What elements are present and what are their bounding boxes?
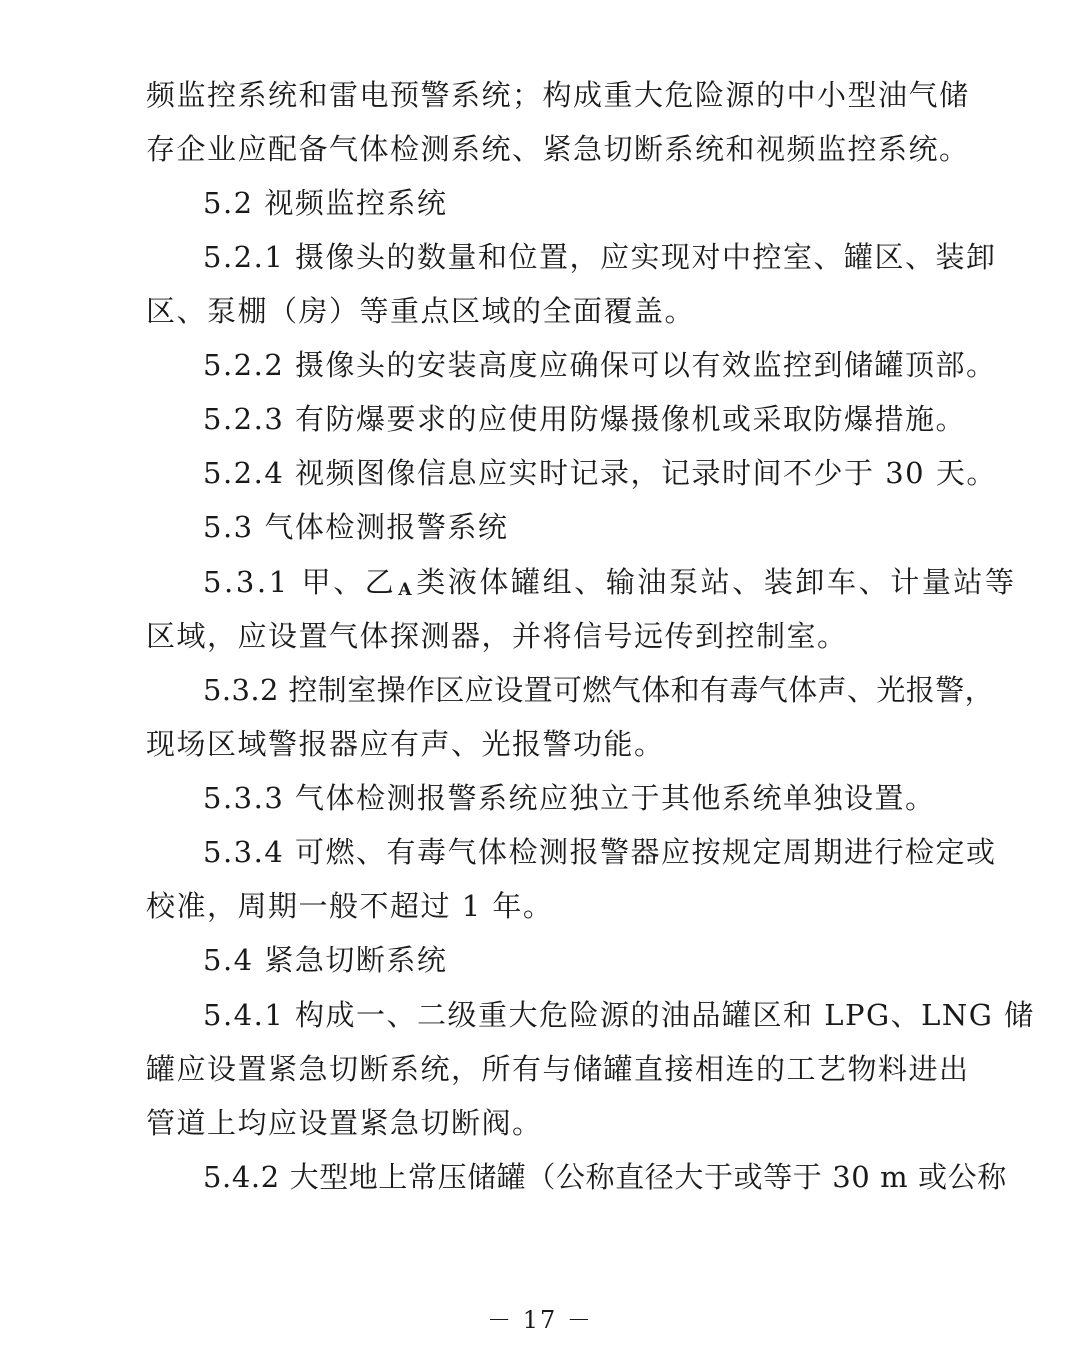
page-number: － 17 － xyxy=(487,1306,593,1334)
text-segment: 5.3.1 甲、乙 xyxy=(203,565,397,599)
text-line: 5.3.3 气体检测报警系统应独立于其他系统单独设置。 xyxy=(203,781,936,815)
section-heading: 5.2 视频监控系统 xyxy=(203,186,448,220)
text-line: 5.4.2 大型地上常压储罐（公称直径大于或等于 30 m 或公称 xyxy=(203,1160,1007,1194)
text-line: 5.3.2 控制室操作区应设置可燃气体和有毒气体声、光报警， xyxy=(203,673,995,707)
text-line: 5.2.4 视频图像信息应实时记录，记录时间不少于 30 天。 xyxy=(203,456,997,490)
text-line: 校准，周期一般不超过 1 年。 xyxy=(146,889,554,923)
text-line: 5.2.3 有防爆要求的应使用防爆摄像机或采取防爆措施。 xyxy=(203,402,967,436)
subscript: A xyxy=(398,580,415,600)
text-line: 5.3.4 可燃、有毒气体检测报警器应按规定周期进行检定或 xyxy=(203,835,997,869)
text-line: 区域，应设置气体探测器，并将信号远传到控制室。 xyxy=(146,619,848,653)
section-heading: 5.3 气体检测报警系统 xyxy=(203,510,509,544)
text-segment: 类液体罐组、输油泵站、装卸车、计量站等 xyxy=(416,565,1017,599)
section-heading: 5.4 紧急切断系统 xyxy=(203,943,448,977)
text-line: 罐应设置紧急切断系统，所有与储罐直接相连的工艺物料进出 xyxy=(146,1052,970,1086)
text-line xyxy=(203,555,1017,610)
text-line: 现场区域警报器应有声、光报警功能。 xyxy=(146,727,665,761)
text-line: 频监控系统和雷电预警系统；构成重大危险源的中小型油气储 xyxy=(146,78,970,112)
text-line: 5.4.1 构成一、二级重大危险源的油品罐区和 LPG、LNG 储 xyxy=(203,998,1035,1032)
text-line: 区、泵棚（房）等重点区域的全面覆盖。 xyxy=(146,294,696,328)
text-line: 5.2.2 摄像头的安装高度应确保可以有效监控到储罐顶部。 xyxy=(203,348,997,382)
text-line: 5.2.1 摄像头的数量和位置，应实现对中控室、罐区、装卸 xyxy=(203,240,997,274)
text-line: 存企业应配备气体检测系统、紧急切断系统和视频监控系统。 xyxy=(146,132,970,166)
text-line: 管道上均应设置紧急切断阀。 xyxy=(146,1106,543,1140)
